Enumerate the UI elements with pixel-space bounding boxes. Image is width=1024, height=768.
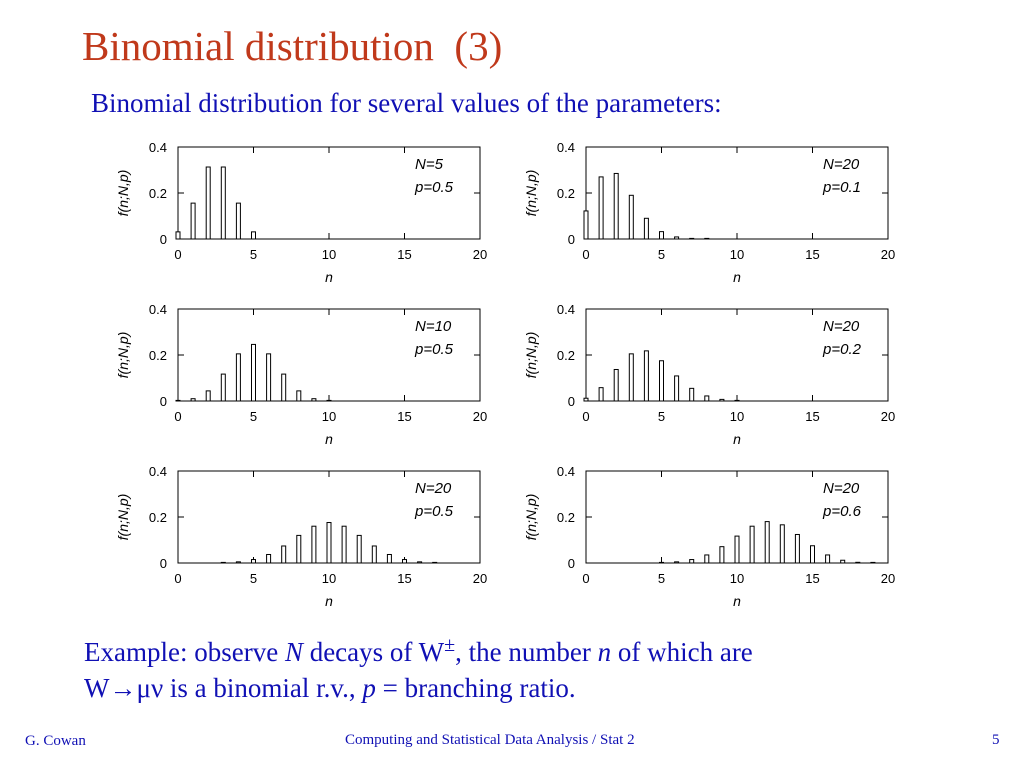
y-tick-label: 0.2 <box>148 510 167 525</box>
bar <box>871 562 875 563</box>
bar <box>206 391 210 401</box>
bar <box>675 562 679 563</box>
bar <box>252 232 256 239</box>
bar <box>629 354 633 401</box>
bar <box>826 555 830 563</box>
bar <box>312 526 316 563</box>
bar <box>176 400 180 401</box>
y-tick-label: 0 <box>159 394 167 409</box>
y-tick-label: 0 <box>567 394 575 409</box>
bar <box>372 546 376 563</box>
bar <box>705 555 709 563</box>
bar <box>221 374 225 401</box>
bar <box>644 218 648 239</box>
y-tick-label: 0.4 <box>556 302 575 317</box>
x-tick-label: 10 <box>321 247 337 262</box>
x-tick-label: 20 <box>880 571 896 586</box>
y-axis-label: f(n;N,p) <box>115 169 131 217</box>
x-tick-label: 10 <box>321 571 337 586</box>
bar <box>282 546 286 563</box>
slide-subtitle: Binomial distribution for several values of the parameters: <box>91 88 722 118</box>
x-tick-label: 15 <box>397 571 412 586</box>
bar <box>433 562 437 563</box>
chart-n20-p05 <box>105 462 505 614</box>
y-axis-label: f(n;N,p) <box>523 493 539 541</box>
x-tick-label: 5 <box>249 571 258 586</box>
example-line-2 <box>84 670 753 706</box>
bar <box>705 238 709 239</box>
x-tick-label: 5 <box>249 247 258 262</box>
param-annotation: p=0.6 <box>823 503 861 520</box>
bar <box>675 237 679 239</box>
bar <box>690 238 694 239</box>
bar <box>206 167 210 239</box>
bar <box>735 400 739 401</box>
param-annotation: p=0.5 <box>415 503 453 520</box>
bar <box>342 526 346 563</box>
y-tick-label: 0.2 <box>556 348 575 363</box>
bar <box>660 361 664 401</box>
pm-superscript: ± <box>444 634 456 656</box>
param-annotation: N=20 <box>823 480 860 497</box>
bar <box>357 535 361 563</box>
x-tick-label: 0 <box>174 409 182 424</box>
bar <box>599 177 603 239</box>
bar <box>811 546 815 563</box>
bar <box>387 554 391 563</box>
bar <box>297 391 301 401</box>
bar <box>267 554 271 563</box>
bar <box>735 536 739 563</box>
bar <box>584 211 588 239</box>
x-tick-label: 10 <box>321 409 337 424</box>
bar <box>312 399 316 401</box>
bar <box>191 399 195 401</box>
bar <box>660 232 664 239</box>
example-line2-prefix: W→μν is a binomial r.v., <box>84 673 363 703</box>
chart-n20-p06 <box>513 462 913 614</box>
y-axis-label: f(n;N,p) <box>115 331 131 379</box>
x-tick-label: 15 <box>397 247 412 262</box>
param-annotation: N=5 <box>415 156 443 173</box>
x-tick-label: 10 <box>729 409 745 424</box>
footer-course: Computing and Statistical Data Analysis / Stat 2 <box>345 732 635 748</box>
bar <box>841 560 845 563</box>
bar <box>765 522 769 563</box>
y-axis-label: f(n;N,p) <box>115 493 131 541</box>
bar <box>690 560 694 563</box>
bar <box>176 232 180 239</box>
bar <box>191 203 195 239</box>
var-p: p <box>362 673 376 703</box>
x-tick-label: 0 <box>582 571 590 586</box>
chart-n20-p02 <box>513 300 913 452</box>
x-tick-label: 0 <box>174 247 182 262</box>
x-tick-label: 10 <box>729 247 745 262</box>
bar <box>297 535 301 563</box>
x-tick-label: 20 <box>472 247 488 262</box>
param-annotation: p=0.1 <box>823 179 861 196</box>
param-annotation: p=0.2 <box>823 341 861 358</box>
x-tick-label: 20 <box>472 571 488 586</box>
page-number: 5 <box>992 732 1000 748</box>
x-axis-label: n <box>325 593 333 609</box>
x-tick-label: 10 <box>729 571 745 586</box>
y-axis-label: f(n;N,p) <box>523 169 539 217</box>
bar <box>644 351 648 401</box>
example-text <box>84 627 753 706</box>
param-annotation: N=20 <box>415 480 452 497</box>
y-tick-label: 0 <box>159 232 167 247</box>
y-tick-label: 0.2 <box>556 510 575 525</box>
bar <box>221 167 225 239</box>
y-tick-label: 0.2 <box>556 186 575 201</box>
y-tick-label: 0 <box>567 556 575 571</box>
bar <box>690 388 694 401</box>
bar <box>750 526 754 563</box>
bar <box>614 173 618 239</box>
var-N: N <box>284 637 303 667</box>
y-tick-label: 0 <box>159 556 167 571</box>
x-tick-label: 5 <box>657 409 666 424</box>
chart-n5-p05 <box>105 138 505 290</box>
y-tick-label: 0.4 <box>148 464 167 479</box>
x-tick-label: 5 <box>657 247 666 262</box>
example-mid: decays of W <box>302 637 445 667</box>
chart-n10-p05 <box>105 300 505 452</box>
y-tick-label: 0.4 <box>148 302 167 317</box>
y-axis-label: f(n;N,p) <box>523 331 539 379</box>
bar <box>720 399 724 401</box>
x-tick-label: 0 <box>174 571 182 586</box>
bar <box>856 562 860 563</box>
bar <box>780 525 784 563</box>
x-axis-label: n <box>733 269 741 285</box>
bar <box>584 398 588 401</box>
x-tick-label: 5 <box>249 409 258 424</box>
bar <box>252 344 256 401</box>
x-tick-label: 20 <box>880 247 896 262</box>
bar <box>675 376 679 401</box>
bar <box>236 562 240 563</box>
x-tick-label: 5 <box>657 571 666 586</box>
x-tick-label: 15 <box>397 409 412 424</box>
example-mid2: , the number <box>455 637 598 667</box>
example-line-1 <box>84 627 753 670</box>
x-axis-label: n <box>733 431 741 447</box>
x-axis-label: n <box>733 593 741 609</box>
bar <box>629 195 633 239</box>
x-axis-label: n <box>325 431 333 447</box>
bar <box>720 547 724 563</box>
y-tick-label: 0 <box>567 232 575 247</box>
bar <box>252 560 256 563</box>
x-tick-label: 0 <box>582 247 590 262</box>
example-line2-suffix: = branching ratio. <box>375 673 576 703</box>
bar <box>795 534 799 563</box>
x-tick-label: 20 <box>880 409 896 424</box>
bar <box>660 562 664 563</box>
y-tick-label: 0.2 <box>148 348 167 363</box>
bar <box>403 560 407 563</box>
bar <box>599 388 603 401</box>
var-n: n <box>597 637 612 667</box>
param-annotation: N=10 <box>415 318 452 335</box>
bar <box>327 400 331 401</box>
example-prefix: Example: observe <box>84 637 285 667</box>
slide-title: Binomial distribution (3) <box>82 23 503 69</box>
footer-author: G. Cowan <box>25 733 86 749</box>
x-tick-label: 15 <box>805 571 820 586</box>
bar <box>614 369 618 401</box>
bar <box>282 374 286 401</box>
bar <box>267 354 271 401</box>
x-tick-label: 0 <box>582 409 590 424</box>
y-tick-label: 0.4 <box>148 140 167 155</box>
bar <box>236 203 240 239</box>
param-annotation: N=20 <box>823 318 860 335</box>
example-suffix: of which are <box>611 637 753 667</box>
y-tick-label: 0.4 <box>556 464 575 479</box>
bar <box>418 562 422 563</box>
y-tick-label: 0.4 <box>556 140 575 155</box>
param-annotation: p=0.5 <box>415 179 453 196</box>
param-annotation: N=20 <box>823 156 860 173</box>
bar <box>705 396 709 401</box>
x-tick-label: 20 <box>472 409 488 424</box>
bar <box>327 523 331 563</box>
y-tick-label: 0.2 <box>148 186 167 201</box>
chart-n20-p01 <box>513 138 913 290</box>
bar <box>221 562 225 563</box>
x-tick-label: 15 <box>805 409 820 424</box>
param-annotation: p=0.5 <box>415 341 453 358</box>
x-axis-label: n <box>325 269 333 285</box>
bar <box>236 354 240 401</box>
x-tick-label: 15 <box>805 247 820 262</box>
